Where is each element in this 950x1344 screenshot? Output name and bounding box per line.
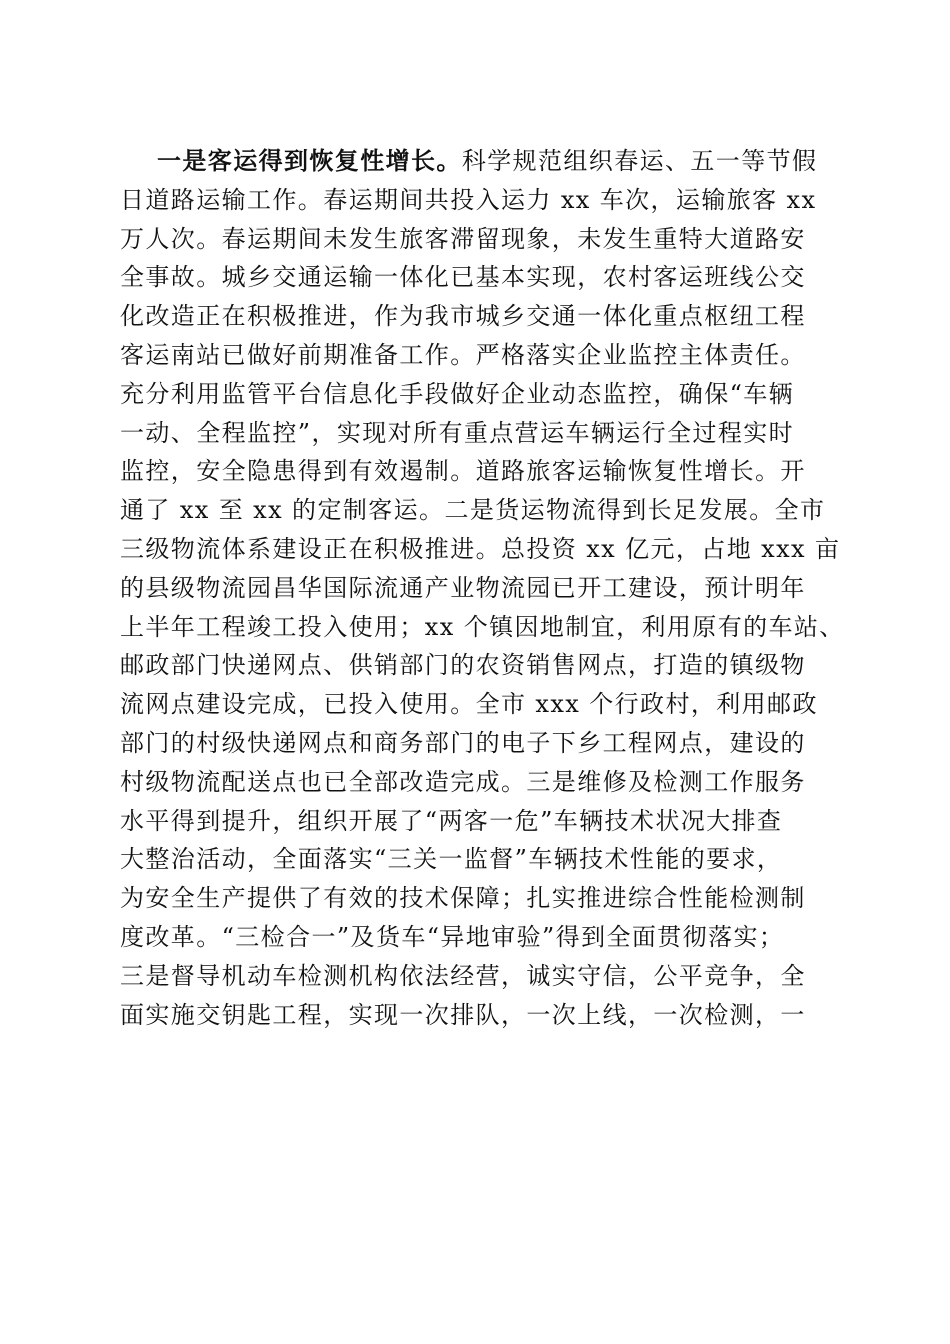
paragraph-line: 监控，安全隐患得到有效遏制。道路旅客运输恢复性增长。开 [120, 457, 806, 486]
paragraph-line: 三级物流体系建设正在积极推进。总投资 xx 亿元，占地 xxx 亩 [120, 534, 841, 563]
body-paragraph [120, 142, 845, 1034]
paragraph-line: 度改革。“三检合一”及货车“异地审验”得到全面贯彻落实； [120, 922, 785, 951]
paragraph-lead-heading: 一是客运得到恢复性增长。 [157, 146, 462, 175]
paragraph-line: 化改造正在积极推进，作为我市城乡交通一体化重点枢纽工程 [120, 302, 806, 331]
paragraph-line: 全事故。城乡交通运输一体化已基本实现，农村客运班线公交 [120, 263, 806, 292]
paragraph-line: 水平得到提升，组织开展了“两客一危”车辆技术状况大排查 [120, 806, 783, 835]
paragraph-line: 邮政部门快递网点、供销部门的农资销售网点，打造的镇级物 [120, 651, 806, 680]
paragraph-line: 流网点建设完成，已投入使用。全市 xxx 个行政村，利用邮政 [120, 690, 818, 719]
paragraph-line: 村级物流配送点也已全部改造完成。三是维修及检测工作服务 [120, 767, 806, 796]
paragraph-line: 通了 xx 至 xx 的定制客运。二是货运物流得到长足发展。全市 [120, 496, 826, 525]
paragraph-line: 大整治活动，全面落实“三关一监督”车辆技术性能的要求， [120, 845, 783, 874]
paragraph-line: 的县级物流园昌华国际流通产业物流园已开工建设，预计明年 [120, 573, 806, 602]
paragraph-line: 客运南站已做好前期准备工作。严格落实企业监控主体责任。 [120, 340, 806, 369]
line-text: 科学规范组织春运、五一等节假 [461, 147, 818, 175]
paragraph-line: 万人次。春运期间未发生旅客滞留现象，未发生重特大道路安 [120, 224, 806, 253]
paragraph-line: 上半年工程竣工投入使用；xx 个镇因地制宜，利用原有的车站、 [120, 612, 845, 641]
paragraph-line: 部门的村级快递网点和商务部门的电子下乡工程网点，建设的 [120, 728, 806, 757]
paragraph-line: 一动、全程监控”，实现对所有重点营运车辆运行全过程实时 [120, 418, 795, 447]
paragraph-line: 三是督导机动车检测机构依法经营，诚实守信，公平竞争，全 [120, 961, 806, 990]
paragraph-line: 面实施交钥匙工程，实现一次排队，一次上线，一次检测，一 [120, 1000, 806, 1029]
paragraph-line [120, 142, 832, 181]
paragraph-line: 充分利用监管平台信息化手段做好企业动态监控，确保“车辆 [120, 379, 795, 408]
paragraph-line: 为安全生产提供了有效的技术保障；扎实推进综合性能检测制 [120, 884, 806, 913]
paragraph-line: 日道路运输工作。春运期间共投入运力 xx 车次，运输旅客 xx [120, 185, 817, 214]
